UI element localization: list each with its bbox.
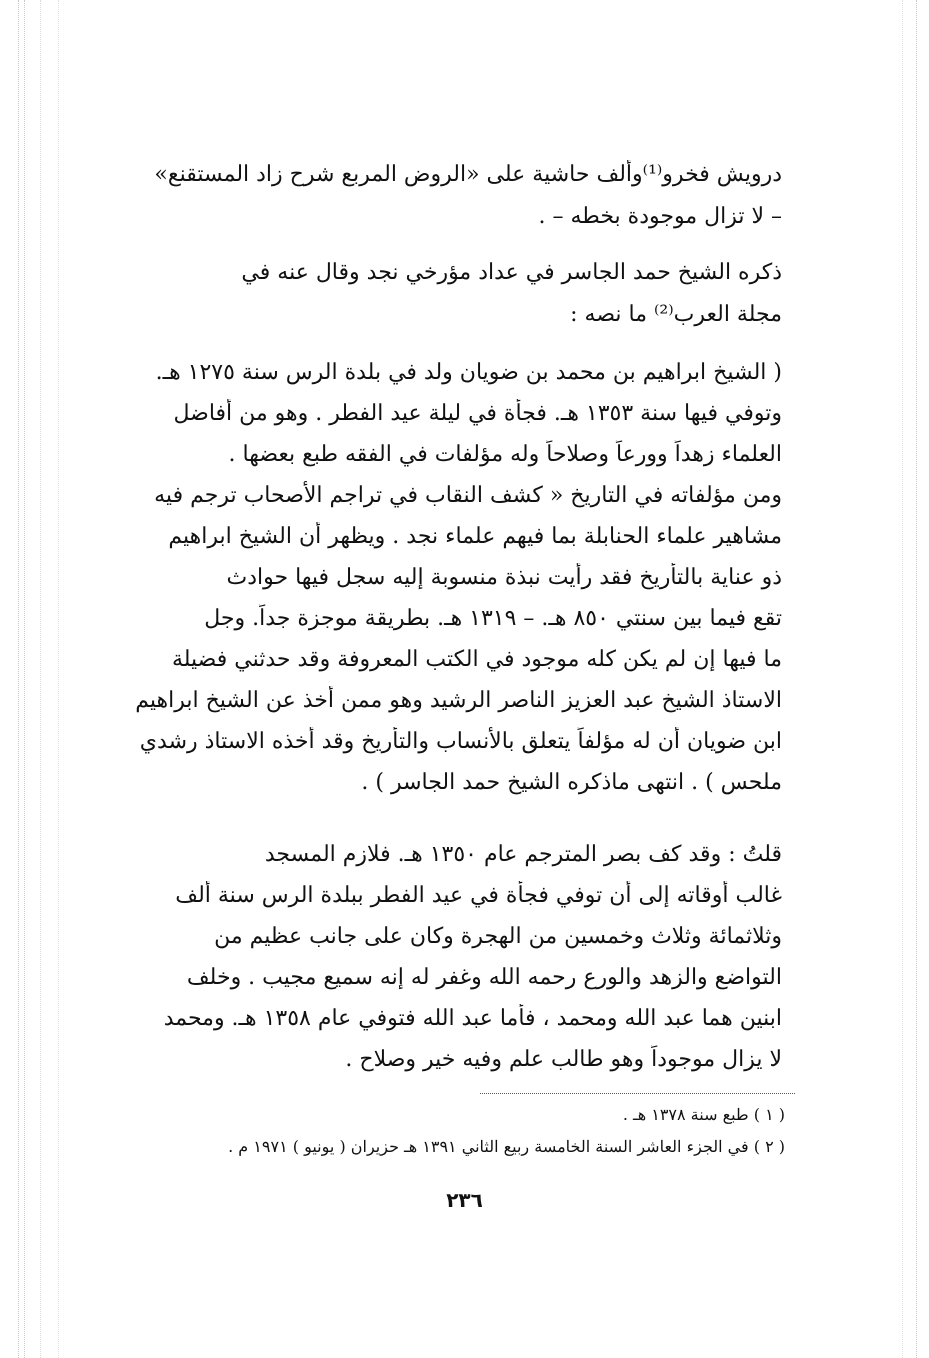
text-line: لا يزال موجوداً وهو طالب علم وفيه خير وصلاح . [345, 1047, 782, 1072]
scan-noise-column [40, 0, 41, 1358]
scan-noise-column [902, 0, 903, 1358]
text-line: ملحس ) . انتهى ماذكره الشيخ حمد الجاسر ) . [361, 770, 782, 795]
footnote-1: ( ١ ) طبع سنة ١٣٧٨ هـ . [622, 1105, 785, 1124]
scan-noise-column [18, 0, 19, 1358]
text-line: ومن مؤلفاته في التاريخ « كشف النقاب في تراجم الأصحاب ترجم فيه [154, 483, 782, 508]
text-line: مشاهير علماء الحنابلة بما فيهم علماء نجد . ويظهر أن الشيخ ابراهيم [168, 524, 782, 549]
page-number: ٢٣٦ [446, 1188, 483, 1212]
text-line: ابن ضويان أن له مؤلفاً يتعلق بالأنساب والتأريخ وقد أخذه الاستاذ رشدي [139, 729, 782, 754]
text-line: العلماء زهداً وورعاً وصلاحاً وله مؤلفات في الفقه طبع بعضها . [228, 442, 782, 467]
text-line: ما فيها إن لم يكن كله موجود في الكتب المعروفة وقد حدثني فضيلة [171, 647, 782, 672]
text-line: ذكره الشيخ حمد الجاسر في عداد مؤرخي نجد وقال عنه في [241, 260, 782, 285]
scan-noise-column [24, 0, 25, 1358]
text-line: قلتُ : وقد كف بصر المترجم عام ١٣٥٠ هـ. فلازم المسجد [264, 842, 782, 867]
scan-noise-column [916, 0, 917, 1358]
text-line: وتوفي فيها سنة ١٣٥٣ هـ. فجأة في ليلة عيد الفطر . وهو من أفاضل [173, 401, 782, 426]
text-line: – لا تزال موجودة بخطه – . [538, 204, 782, 229]
footnote-2: ( ٢ ) في الجزء العاشر السنة الخامسة ربيع الثاني ١٣٩١ هـ حزيران ( يونيو ) ١٩٧١ م . [228, 1137, 785, 1156]
text-line: وثلاثمائة وثلاث وخمسين من الهجرة وكان على جانب عظيم من [214, 924, 782, 949]
text-line: تقع فيما بين سنتي ٨٥٠ هـ. – ١٣١٩ هـ. بطريقة موجزة جداً. وجل [204, 606, 782, 631]
text-line: غالب أوقاته إلى أن توفي فجأة في عيد الفطر ببلدة الرس سنة ألف [175, 883, 782, 908]
text-line: ذو عناية بالتأريخ فقد رأيت نبذة منسوبة إليه سجل فيها حوادث [226, 565, 782, 590]
text-line: التواضع والزهد والورع رحمه الله وغفر له إنه سميع مجيب . وخلف [186, 965, 782, 990]
scan-noise-column [58, 0, 59, 1358]
text-line: ( الشيخ ابراهيم بن محمد بن ضويان ولد في بلدة الرس سنة ١٢٧٥ هـ. [155, 360, 782, 385]
text-line: درويش فخرو⁽¹⁾وألف حاشية على «الروض المربع شرح زاد المستقنع» [154, 162, 782, 187]
footnote-divider [480, 1093, 795, 1094]
text-line: ابنين هما عبد الله ومحمد ، فأما عبد الله فتوفي عام ١٣٥٨ هـ. ومحمد [163, 1006, 782, 1031]
text-line: مجلة العرب⁽²⁾ ما نصه : [570, 302, 782, 327]
text-line: الاستاذ الشيخ عبد العزيز الناصر الرشيد وهو ممن أخذ عن الشيخ ابراهيم [135, 688, 782, 713]
